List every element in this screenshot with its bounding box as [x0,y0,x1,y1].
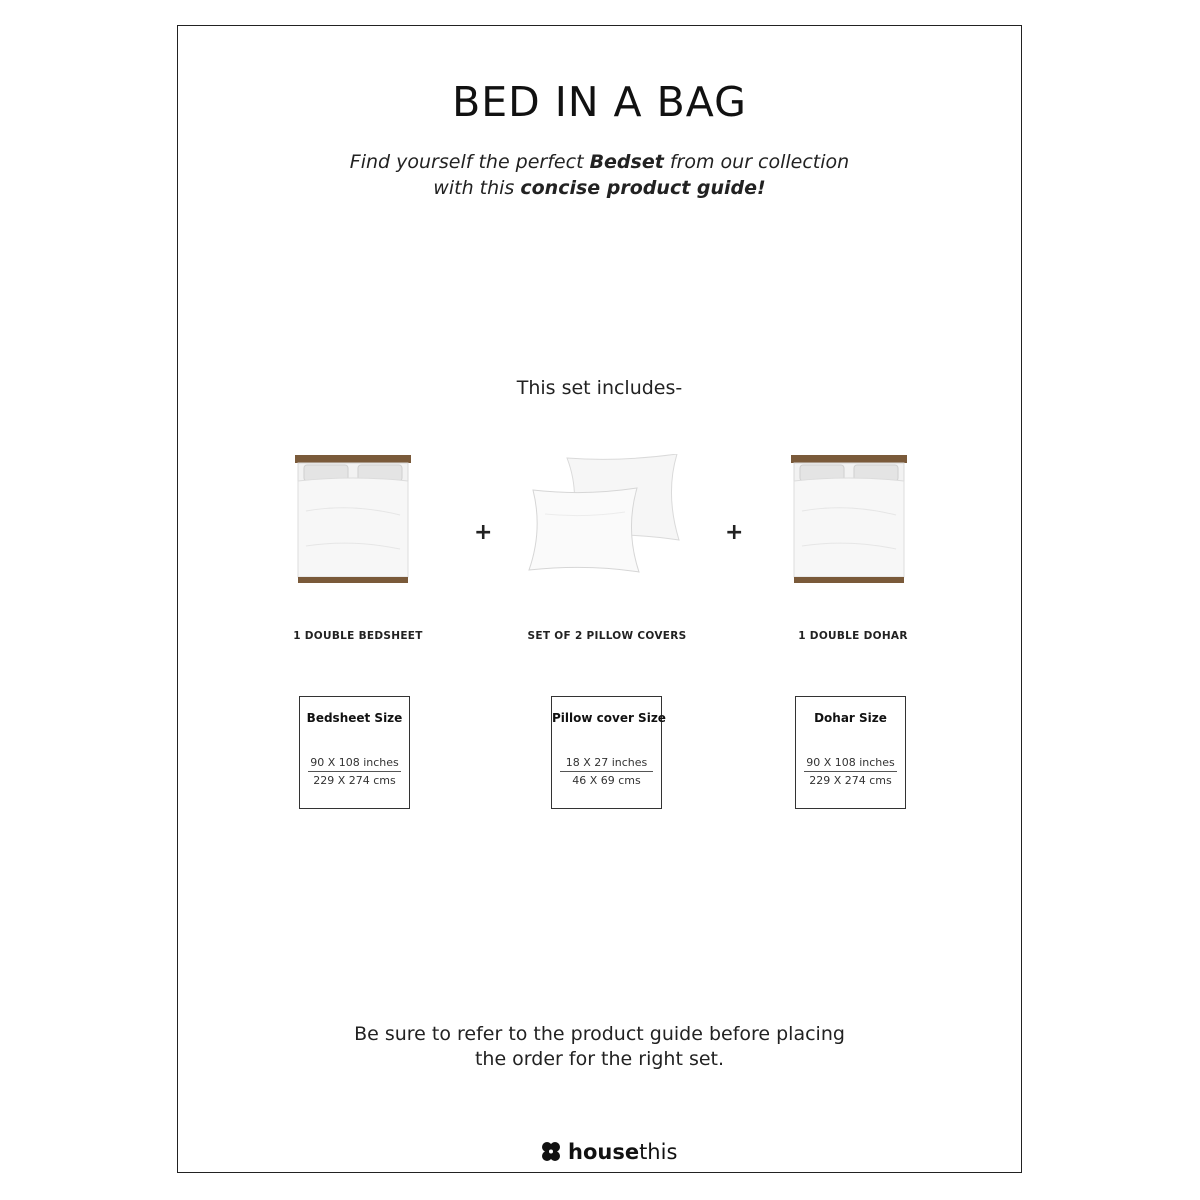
size-heading: Bedsheet Size [306,711,403,725]
bed-icon [788,451,910,591]
size-inches: 18 X 27 inches [560,756,653,772]
size-cms: 46 X 69 cms [572,774,641,787]
includes-label: This set includes- [516,377,683,399]
brand-name: housethis [568,1140,678,1164]
caption-bedsheet: 1 DOUBLE BEDSHEET [293,630,423,642]
footer-line-1: Be sure to refer to the product guide before placing [354,1023,845,1045]
plus-sign-2: + [725,520,744,545]
footer-note [178,1022,1021,1072]
brand-logo [539,1139,677,1165]
size-heading: Dohar Size [814,711,887,725]
size-heading: Pillow cover Size [552,711,666,725]
dohar-size-box [795,696,906,809]
size-inches: 90 X 108 inches [308,756,401,772]
subtitle [178,149,1021,201]
dohar-image [788,451,910,595]
size-cms: 229 X 274 cms [313,774,396,787]
bedsheet-image [292,451,414,595]
pillow-icon [525,454,687,578]
size-inches: 90 X 108 inches [804,756,897,772]
caption-dohar: 1 DOUBLE DOHAR [798,630,908,642]
bedsheet-size-box [299,696,410,809]
subtitle-line-1: Find yourself the perfect Bedset from our collection [349,151,850,173]
plus-sign-1: + [474,520,493,545]
page-title: BED IN A BAG [452,78,747,126]
size-cms: 229 X 274 cms [809,774,892,787]
footer-line-2: the order for the right set. [474,1048,725,1070]
caption-pillow-covers: SET OF 2 PILLOW COVERS [527,630,687,642]
page-frame [177,25,1022,1173]
flower-logo-icon [539,1140,563,1164]
pillow-size-box [551,696,666,809]
pillow-covers-image [525,454,687,582]
subtitle-line-2: with this concise product guide! [433,177,766,199]
bed-icon [292,451,414,591]
